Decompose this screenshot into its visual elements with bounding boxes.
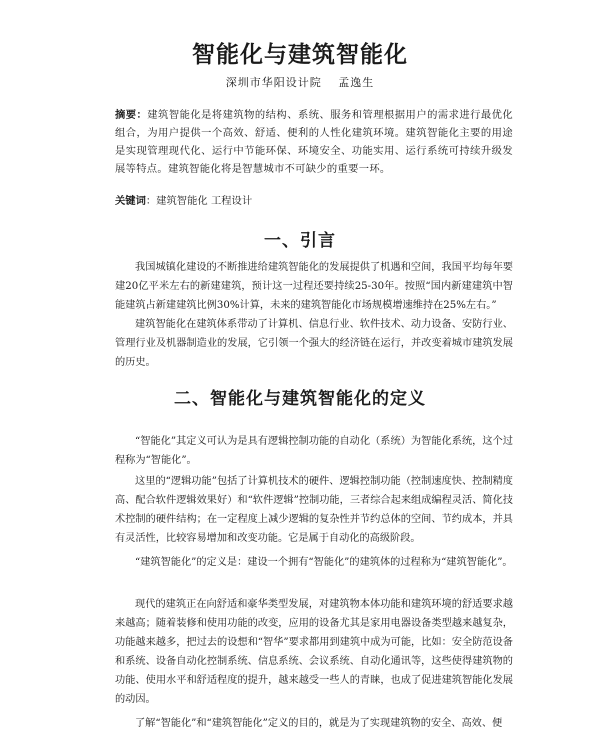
paragraph (115, 553, 513, 572)
paragraph (115, 315, 513, 372)
author-organization: 深圳市华阳设计院 (225, 76, 322, 89)
paragraph (115, 714, 513, 733)
keywords-label: 关键词 (115, 195, 146, 207)
keywords-text: ：建筑智能化 工程设计 (145, 195, 253, 207)
paragraph (115, 595, 513, 709)
keywords (115, 192, 513, 207)
paragraph-text: 我国城镇化建设的不断推进给建筑智能化的发展提供了机遇和空间，我国平均每年要建20亿平米左右的新建建筑，预计这一过程还要持续25-30年。按照“国内新建建筑中智能建筑占新建建筑比例30%计算，未来的建筑智能化市场规模增速维持在25%左右。” (115, 262, 513, 311)
section-heading-introduction: 一、引言 (264, 231, 336, 251)
section-heading-definitions: 二、智能化与建筑智能化的定义 (174, 389, 426, 409)
document-title: 智能化与建筑智能化 (192, 42, 408, 68)
paragraph-text: “智能化”其定义可认为是具有逻辑控制功能的自动化（系统）为智能化系统，这个过程称为“智能化”。 (115, 436, 513, 466)
paragraph-text: 了解“智能化”和“建筑智能化”定义的目的，就是为了实现建筑物的安全、高效、便 (135, 718, 503, 729)
paragraph-text: “建筑智能化”的定义是：建设一个拥有“智能化”的建筑体的过程称为“建筑智能化”。 (135, 557, 513, 568)
author-line (0, 74, 600, 90)
author-name: 孟逸生 (338, 76, 375, 89)
abstract-label: 摘要： (115, 109, 148, 121)
paragraph-text: 现代的建筑正在向舒适和豪华类型发展，对建筑物本体功能和建筑环境的舒适要求越来越高；随着装修和使用功能的改变，应用的设备尤其是家用电器设备类型越来越复杂，功能越来越多，把过去的设想和“智华”要求都用到建筑中成为可能，比如：安全防范设备和系统、设备自动化控制系统、信息系统、会议系统、自动化通讯等，这些使得建筑物的功能、使用水平和舒适程度的提升，越来越受一些人的青睐，也成了促进建筑智能化发展的动因。 (115, 599, 513, 705)
paragraph-text: 这里的“逻辑功能”包括了计算机技术的硬件、逻辑控制功能（控制速度快、控制精度高、配合软件逻辑效果好）和“软件逻辑”控制功能，三者综合起来组成编程灵活、简化技术控制的硬件结构；在一定程度上减少逻辑的复杂性并节约总体的空间、节约成本，并具有灵活性，比较容易增加和改变功能。它是属于自动化的高级阶段。 (115, 476, 513, 544)
paragraph (115, 432, 513, 470)
abstract (115, 106, 513, 178)
paragraph-text: 建筑智能化在建筑体系带动了计算机、信息行业、软件技术、动力设备、安防行业、管理行业及机器制造业的发展，它引领一个强大的经济链在运行，并改变着城市建筑发展的历史。 (115, 319, 513, 368)
paragraph (115, 472, 513, 548)
abstract-text: 建筑智能化是将建筑物的结构、系统、服务和管理根据用户的需求进行最优化组合，为用户提供一个高效、舒适、便利的人性化建筑环境。建筑智能化主要的用途是实现管理现代化、运行中节能环保、环境安全、功能实用、运行系统可持续升级发展等特点。建筑智能化将是智慧城市不可缺少的重要一环。 (115, 109, 514, 175)
paragraph (115, 258, 513, 315)
